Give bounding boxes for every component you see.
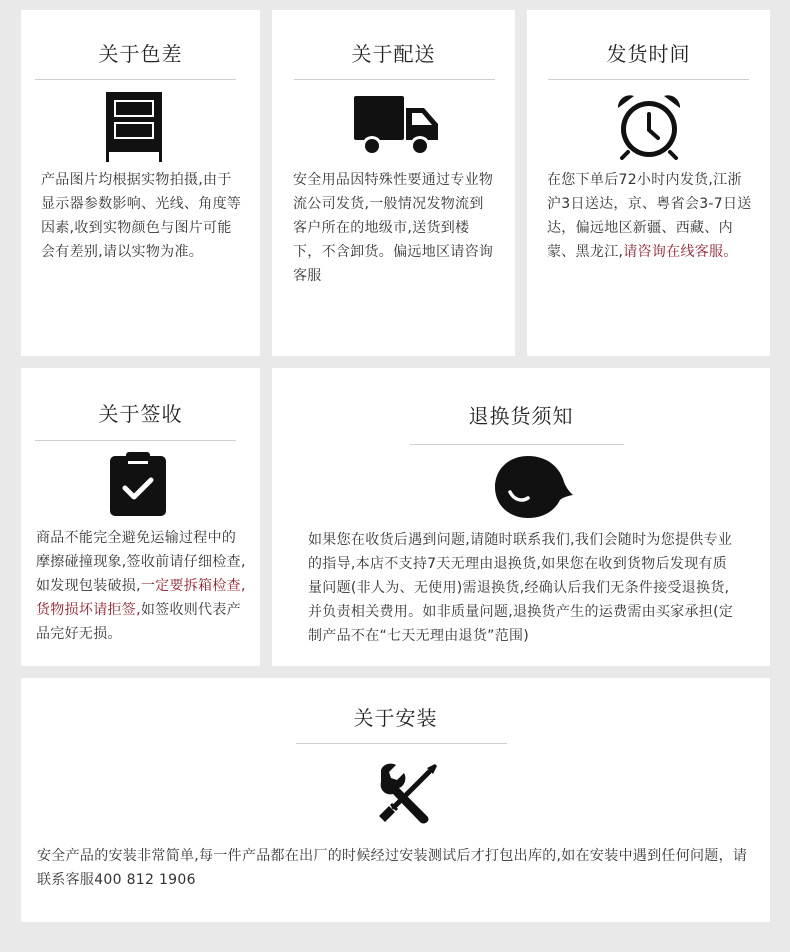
delivery-card xyxy=(272,10,515,356)
card-text-main: 商品不能完全避免运输过程中的摩擦碰撞现象,签收前请仔细检查,如发现包装破损, xyxy=(36,530,246,594)
divider xyxy=(35,79,236,80)
wrench-screwdriver-icon xyxy=(377,762,439,828)
sign-for-card xyxy=(21,368,260,666)
card-title: 关于签收 xyxy=(98,402,183,426)
card-title: 关于安装 xyxy=(353,706,438,730)
card-title: 退换货须知 xyxy=(468,404,574,428)
card-text xyxy=(36,526,246,646)
card-text: 产品图片均根据实物拍摄,由于显示器参数影响、光线、角度等因素,收到实物颜色与图片可能会有差别,请以实物为准。 xyxy=(41,172,242,260)
card-text: 安全产品的安装非常简单,每一件产品都在出厂的时候经过安装测试后才打包出库的,如在安装中遇到任何问题，请联系客服400 812 1906 xyxy=(37,848,748,888)
card-text xyxy=(547,168,753,264)
alarm-clock-icon xyxy=(616,94,682,164)
speech-bubble-icon xyxy=(494,454,574,524)
card-text: 安全用品因特殊性要通过专业物流公司发货,一般情况发物流到客户所在的地级市,送货到楼下，不含卸货。偏远地区请咨询客服 xyxy=(293,172,494,284)
divider xyxy=(410,444,624,445)
truck-icon xyxy=(354,96,440,162)
card-title: 发货时间 xyxy=(606,42,691,66)
clipboard-check-icon xyxy=(110,452,166,520)
card-text: 如果您在收货后遇到问题,请随时联系我们,我们会随时为您提供专业的指导,本店不支持7天无理由退换货,如果您在收到货物后发现有质量问题(非人为、无使用)需退换货,经确认后我们无条件接受退换货,并负责相关费用。如非质量问题,退换货产生的运费需由买家承担(定制产品不在“七天无理由退货”范围) xyxy=(308,532,734,644)
divider xyxy=(294,79,495,80)
divider xyxy=(548,79,749,80)
divider xyxy=(35,440,236,441)
return-policy-card xyxy=(272,368,770,666)
card-title: 关于色差 xyxy=(98,42,183,66)
shipping-time-card xyxy=(527,10,770,356)
card-title: 关于配送 xyxy=(351,42,436,66)
color-difference-card xyxy=(21,10,260,356)
contact-service-highlight: 请咨询在线客服。 xyxy=(623,244,738,260)
card-text-main: 在您下单后72小时内发货,江浙沪3日送达，京、粤省会3-7日送达，偏远地区新疆、西藏、内蒙、黑龙江, xyxy=(547,172,752,260)
divider xyxy=(296,743,507,744)
inspect-highlight: 一定要拆箱检查,货物损坏请拒签, xyxy=(36,578,246,618)
installation-card xyxy=(21,678,770,922)
card-text-tail: 如签收则代表产品完好无损。 xyxy=(36,602,241,642)
cabinet-icon xyxy=(106,92,162,166)
